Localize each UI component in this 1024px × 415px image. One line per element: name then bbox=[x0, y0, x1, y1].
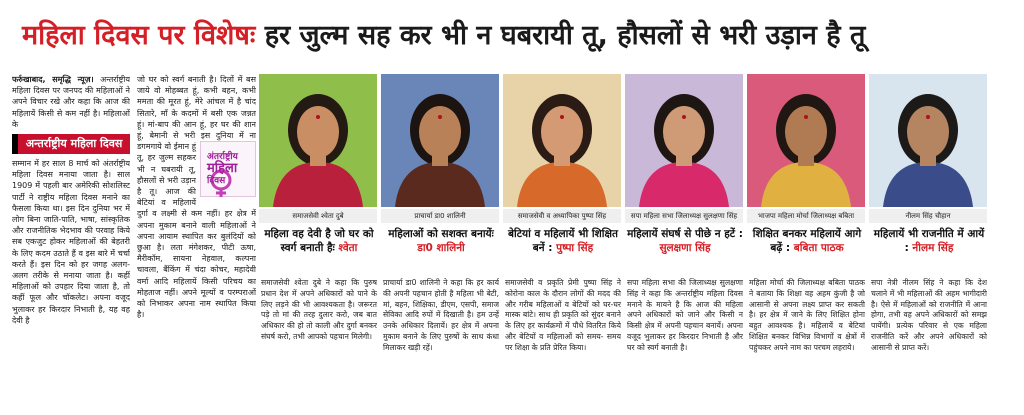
profile-quote-text: महिलायें संघर्ष से पीछे न हटें : bbox=[627, 228, 743, 240]
profile-name: बबिता पाठक bbox=[790, 242, 844, 254]
profile-body: सपा नेत्री नीलम सिंह ने कहा कि देश चलाने में भी महिलाओं की अहम भागीदारी है। ऐसे में महिलाओं को राजनीति में आना होगा, तभी वह अपने अधिकारों को समझ पायेंगी। प्रत्येक परिवार से एक महिला राजनीति करें और अपने अधिकारों को आसानी से प्राप्त करें। bbox=[871, 278, 987, 352]
profile-name: श्वेता bbox=[334, 242, 358, 254]
profile-quote bbox=[383, 227, 499, 255]
dateline: फर्रुखाबाद, समृद्धि न्यूज़। bbox=[12, 75, 94, 84]
logo-text bbox=[207, 152, 238, 186]
lead-column-1 bbox=[12, 74, 130, 412]
headline-main: हर जुल्म सह कर भी न घबरायी तू, हौसलों से भरी उड़ान है तू bbox=[255, 20, 866, 51]
profile-quote bbox=[261, 227, 377, 255]
logo-line-3: दिवस bbox=[207, 176, 226, 187]
profile-name: नीलम सिंह bbox=[908, 242, 954, 254]
womens-day-logo bbox=[200, 141, 256, 197]
headline-prefix: महिला दिवस पर विशेषः bbox=[22, 20, 256, 51]
profile-photo bbox=[625, 74, 743, 207]
profile-body: प्राचार्या डा0 शालिनी ने कहा कि हर कार्य की अपनी पहचान होती है महिला भी बेटी, मां, बहन, शिक्षिका, डीएम, एसपी, समाज सेविका आदि रुपों में दिखाती है। हम उन्हें उनके अधिकार दिलायें। हर क्षेत्र में अपना मुकाम बनाने के लिए पुरुषों के साथ कंधा मिलाकर खड़ी रहें। bbox=[383, 278, 499, 352]
lead-column-2 bbox=[137, 74, 256, 412]
lead-text-2b: ना डगमगाये वो ईमान हूं तू, हर जुल्म सहकर भी न घबरायी तू, हौसलों से भरी उड़ान है तू। आज की बेटियां व महिलायें दुर्गा व लक्ष्मी से कम नहीं। हर क्षेत्र में अपना मुकाम बनाने वाली महिलाओं ने अपना आयाम स्थापित कर बुलंदियों को छुआ है। लता मंगेशकर, पीटी ऊषा, मैरीकॉम, सायना नेहवाल, कल्पना चावला, बैंकिंग में चंदा कोचर, महादेवी वर्मा आदि महिलायें किसी परिचय का मोहताज नहीं। अपने मूल्यों व परम्पराओं को निभाकर अपना नाम स्थापित किया है। bbox=[137, 131, 256, 320]
profile-caption: समाजसेवी व अध्यापिका पुष्पा सिंह bbox=[503, 209, 621, 223]
profile-quote-text: शिक्षित बनकर महिलायें आगे बढ़ें : bbox=[752, 228, 862, 254]
profile-quote-text: महिला वह देवी है जो घर को स्वर्ग बनाती हैः bbox=[264, 228, 374, 254]
profile-photo bbox=[503, 74, 621, 207]
profile-body: समाजसेवी व प्रकृति प्रेमी पुष्पा सिंह ने कोरोना काल के दौरान लोगों की मदद की और गरीब महिलाओं व बेटियों को घर-घर मास्क बांटे। साथ ही प्रकृति को सुंदर बनाने के लिए हर कार्यक्रमों में पौधे वितरित किये और बेटियों व महिलाओं को समय- समय पर शिक्षा के प्रति प्रेरित किया। bbox=[505, 278, 621, 352]
profile-caption: नीलम सिंह चौहान bbox=[869, 209, 987, 223]
lead-text-2a: जो घर को स्वर्ग बनाती है। दिलों में बस जाये वो मोहब्बत हूं, कभी बहन, कभी ममता की मूरत हूं, मेरे आंचल में है चांद सितारे, माँ के कदमों में बसी एक जन्नत हूं। मां-बाप की आन हूं, हर घर की शान हूं, बेमानी से भरी इस दुनिया में bbox=[137, 75, 256, 141]
profile-quote-text: महिलाओं को सशक्त बनायेंः bbox=[388, 228, 494, 240]
logo-line-2: महिला bbox=[207, 161, 238, 177]
profile-caption: प्राचार्या डा0 शालिनी bbox=[381, 209, 499, 223]
profile-card bbox=[259, 74, 377, 412]
profile-caption: सपा महिला सभा जिलाध्यक्ष सुलक्षणा सिंह bbox=[625, 209, 743, 223]
profile-name: डा0 शालिनी bbox=[417, 242, 465, 254]
profile-body: सपा महिला सभा की जिलाध्यक्ष सुलक्षणा सिंह ने कहा कि अन्तर्राष्ट्रीय महिला दिवस मनाने के मायने है कि आज की महिला अपने अधिकारों को जाने और किसी न किसी क्षेत्र में अपनी पहचान बनायें। अपना वजूद भुलाकर हर किरदार निभाती है और घर को स्वर्ग बनाती है। bbox=[627, 278, 743, 352]
lead-intro: अन्तर्राष्ट्रीय महिला दिवस पर जनपद की महिलाओं ने अपने विचार रखे और कहा कि आज की महिलायें किसी से कम नहीं है। महिलाओं के bbox=[12, 75, 130, 129]
profile-card bbox=[503, 74, 621, 412]
section-label: अन्तर्राष्ट्रीय महिला दिवस bbox=[12, 134, 130, 154]
profile-quote-text: महिलायें भी राजनीति में आयें : bbox=[873, 228, 985, 254]
profile-card bbox=[625, 74, 743, 412]
headline bbox=[0, 0, 1024, 72]
profile-name: सुलक्षणा सिंह bbox=[659, 242, 711, 254]
profile-quote bbox=[749, 227, 865, 255]
logo-line-1: अंतर्राष्ट्रीय bbox=[207, 152, 238, 163]
profile-photo bbox=[747, 74, 865, 207]
profile-photo bbox=[869, 74, 987, 207]
profile-photo bbox=[259, 74, 377, 207]
profile-photo bbox=[381, 74, 499, 207]
profile-card bbox=[747, 74, 865, 412]
profile-quote-text: बेटियां व महिलायें भी शिक्षित बनें : bbox=[508, 228, 618, 254]
profile-caption: भाजपा महिला मोर्चा जिलाध्यक्ष बबिता bbox=[747, 209, 865, 223]
lead-text-1: सम्मान में हर साल 8 मार्च को अंतर्राष्ट्रीय महिला दिवस मनाया जाता है। साल 1909 में पहली बार अमेरिकी सोशलिस्ट पार्टी ने राष्ट्रीय महिला दिवस मनाने का फैसला किया था। इस दिन दुनिया भर में लोग बिना जाति-पाति, भाषा, सांस्कृतिक और राजनीतिक भेदभाव की परवाह किये सब एकजुट होकर महिलाओं की बेहतरी के लिए कदम उठाते हैं व इस बारे में चर्चा करते हैं। इस दिन को हर जगह अलग-अलग तरीके से मनाया जाता है। कहीं महिलाओं को उपहार दिया जाता है, तो कहीं फूल और चॉकलेट। अपना वजूद भुलाकर हर किरदार निभाती है, यह वह देवी है bbox=[12, 159, 130, 325]
profile-quote bbox=[505, 227, 621, 255]
profile-card bbox=[381, 74, 499, 412]
profile-body: महिला मोर्चा की जिलाध्यक्ष बबिता पाठक ने बताया कि शिक्षा वह अहम कुंजी है जो आसानी से अपना लक्ष्य प्राप्त कर सकती है। हर क्षेत्र में जाने के लिए शिक्षित होना बहुत आवश्यक है। महिलायें व बेटियां शिक्षित बनकर विभिन्न विभागों व क्षेत्रों में पहुंचकर अपने नाम का परचम लहराये। bbox=[749, 278, 865, 352]
profile-quote bbox=[871, 227, 987, 255]
profile-caption: समाजसेवी श्वेता दुबे bbox=[259, 209, 377, 223]
profile-quote bbox=[627, 227, 743, 255]
profile-card bbox=[869, 74, 987, 412]
profile-name: पुष्पा सिंह bbox=[552, 242, 594, 254]
profile-body: समाजसेवी श्वेता दुबे ने कहा कि पुरुष प्रधान देश में अपने अधिकारों को पाने के लिए लड़ने की भी आवश्यकता है। जरूरत पड़े तो मां की तरह दुलार करो, जब बात अधिकार की हो तो काली और दुर्गा बनकर संघर्ष करो, तभी आपको पहचान मिलेगी। bbox=[261, 278, 377, 341]
